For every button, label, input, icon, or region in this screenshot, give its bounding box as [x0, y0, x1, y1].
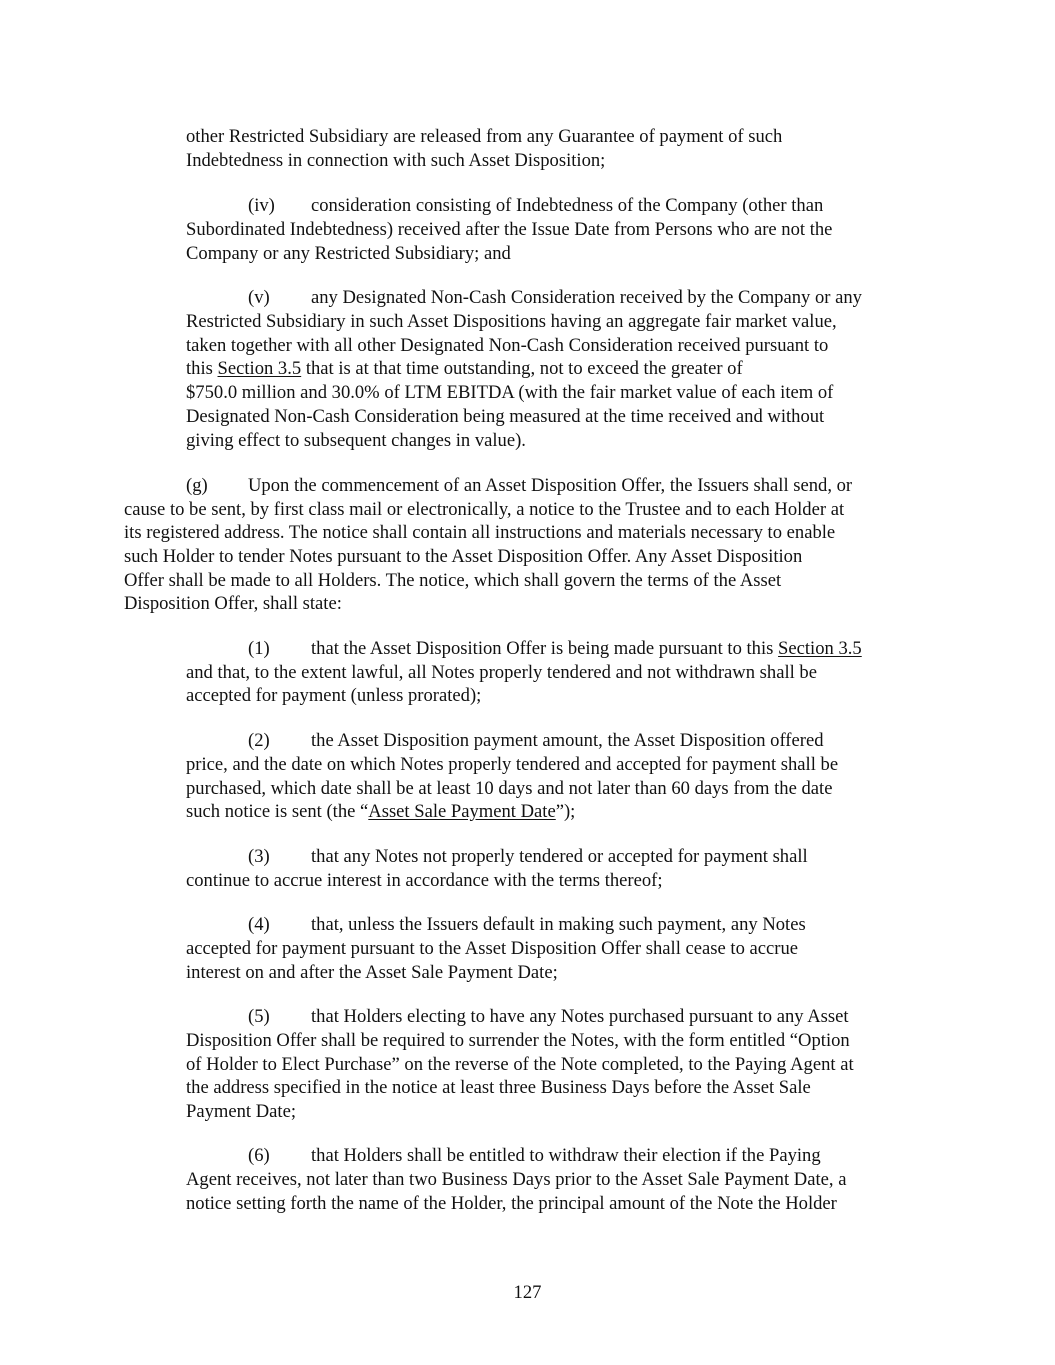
text-line: the address specified in the notice at least three Business Days before the Asset Sale — [186, 1077, 811, 1098]
text-fragment: that is at that time outstanding, not to exceed the greater of — [301, 358, 743, 379]
section-reference-link: Section 3.5 — [778, 638, 862, 659]
text-line: any Designated Non-Cash Consideration received by the Company or any — [311, 287, 862, 308]
text-line: Company or any Restricted Subsidiary; and — [186, 243, 511, 264]
text-line: Restricted Subsidiary in such Asset Dispositions having an aggregate fair market value, — [186, 311, 837, 332]
text-fragment: that the Asset Disposition Offer is being made pursuant to this — [311, 638, 779, 659]
text-fragment: ”); — [555, 801, 576, 822]
text-line: $750.0 million and 30.0% of LTM EBITDA (with the fair market value of each item of — [186, 382, 834, 403]
clause-label: (g) — [186, 475, 208, 496]
clause-label: (3) — [248, 846, 270, 867]
text-line: accepted for payment pursuant to the Asset Disposition Offer shall cease to accrue — [186, 938, 799, 959]
text-fragment: such notice is sent (the “ — [186, 801, 369, 822]
text-line: Payment Date; — [186, 1101, 296, 1122]
text-line: its registered address. The notice shall contain all instructions and materials necessary to enable — [124, 522, 836, 543]
text-line: Indebtedness in connection with such Asset Disposition; — [186, 150, 606, 171]
text-line: Offer shall be made to all Holders. The notice, which shall govern the terms of the Asset — [124, 570, 782, 591]
text-line: Agent receives, not later than two Business Days prior to the Asset Sale Payment Date, a — [186, 1169, 847, 1190]
page-number: 127 — [513, 1282, 542, 1303]
section-reference-link: Section 3.5 — [217, 358, 302, 379]
clause-label: (5) — [248, 1006, 270, 1027]
text-line: consideration consisting of Indebtedness of the Company (other than — [311, 195, 824, 216]
clause-label: (2) — [248, 730, 270, 751]
text-line: interest on and after the Asset Sale Payment Date; — [186, 962, 558, 983]
clause-label: (6) — [248, 1145, 270, 1166]
text-fragment: this — [186, 358, 218, 379]
text-line: accepted for payment (unless prorated); — [186, 685, 482, 706]
text-line: notice setting forth the name of the Holder, the principal amount of the Note the Holder — [186, 1193, 837, 1214]
clause-label: (1) — [248, 638, 270, 659]
text-line: purchased, which date shall be at least 10 days and not later than 60 days from the date — [186, 778, 833, 799]
text-line: of Holder to Elect Purchase” on the reverse of the Note completed, to the Paying Agent at — [186, 1054, 854, 1075]
text-line: giving effect to subsequent changes in value). — [186, 430, 526, 451]
text-line: the Asset Disposition payment amount, the Asset Disposition offered — [311, 730, 824, 751]
text-line: Disposition Offer, shall state: — [124, 593, 342, 614]
text-line — [186, 357, 743, 381]
text-line: other Restricted Subsidiary are released from any Guarantee of payment of such — [186, 126, 783, 147]
text-line: Designated Non-Cash Consideration being measured at the time received and without — [186, 406, 825, 427]
text-line: continue to accrue interest in accordance with the terms thereof; — [186, 870, 663, 891]
clause-label: (v) — [248, 287, 270, 308]
text-line: cause to be sent, by first class mail or electronically, a notice to the Trustee and to each Holder at — [124, 499, 845, 520]
clause-label: (iv) — [248, 195, 275, 216]
text-line: Subordinated Indebtedness) received after the Issue Date from Persons who are not the — [186, 219, 833, 240]
text-line: taken together with all other Designated Non-Cash Consideration received pursuant to — [186, 335, 829, 356]
text-line: that Holders shall be entitled to withdraw their election if the Paying — [311, 1145, 821, 1166]
clause-label: (4) — [248, 914, 270, 935]
text-line: Disposition Offer shall be required to surrender the Notes, with the form entitled “Option — [186, 1030, 850, 1051]
text-line: that Holders electing to have any Notes purchased pursuant to any Asset — [311, 1006, 849, 1027]
text-line: Upon the commencement of an Asset Disposition Offer, the Issuers shall send, or — [248, 475, 853, 496]
text-line: price, and the date on which Notes properly tendered and accepted for payment shall be — [186, 754, 839, 775]
text-line — [311, 637, 862, 661]
text-line — [186, 800, 575, 824]
text-line: and that, to the extent lawful, all Notes properly tendered and not withdrawn shall be — [186, 662, 817, 683]
text-line: such Holder to tender Notes pursuant to the Asset Disposition Offer. Any Asset Disposition — [124, 546, 803, 567]
text-line: that, unless the Issuers default in making such payment, any Notes — [311, 914, 806, 935]
text-line: that any Notes not properly tendered or accepted for payment shall — [311, 846, 808, 867]
defined-term: Asset Sale Payment Date — [368, 801, 556, 822]
